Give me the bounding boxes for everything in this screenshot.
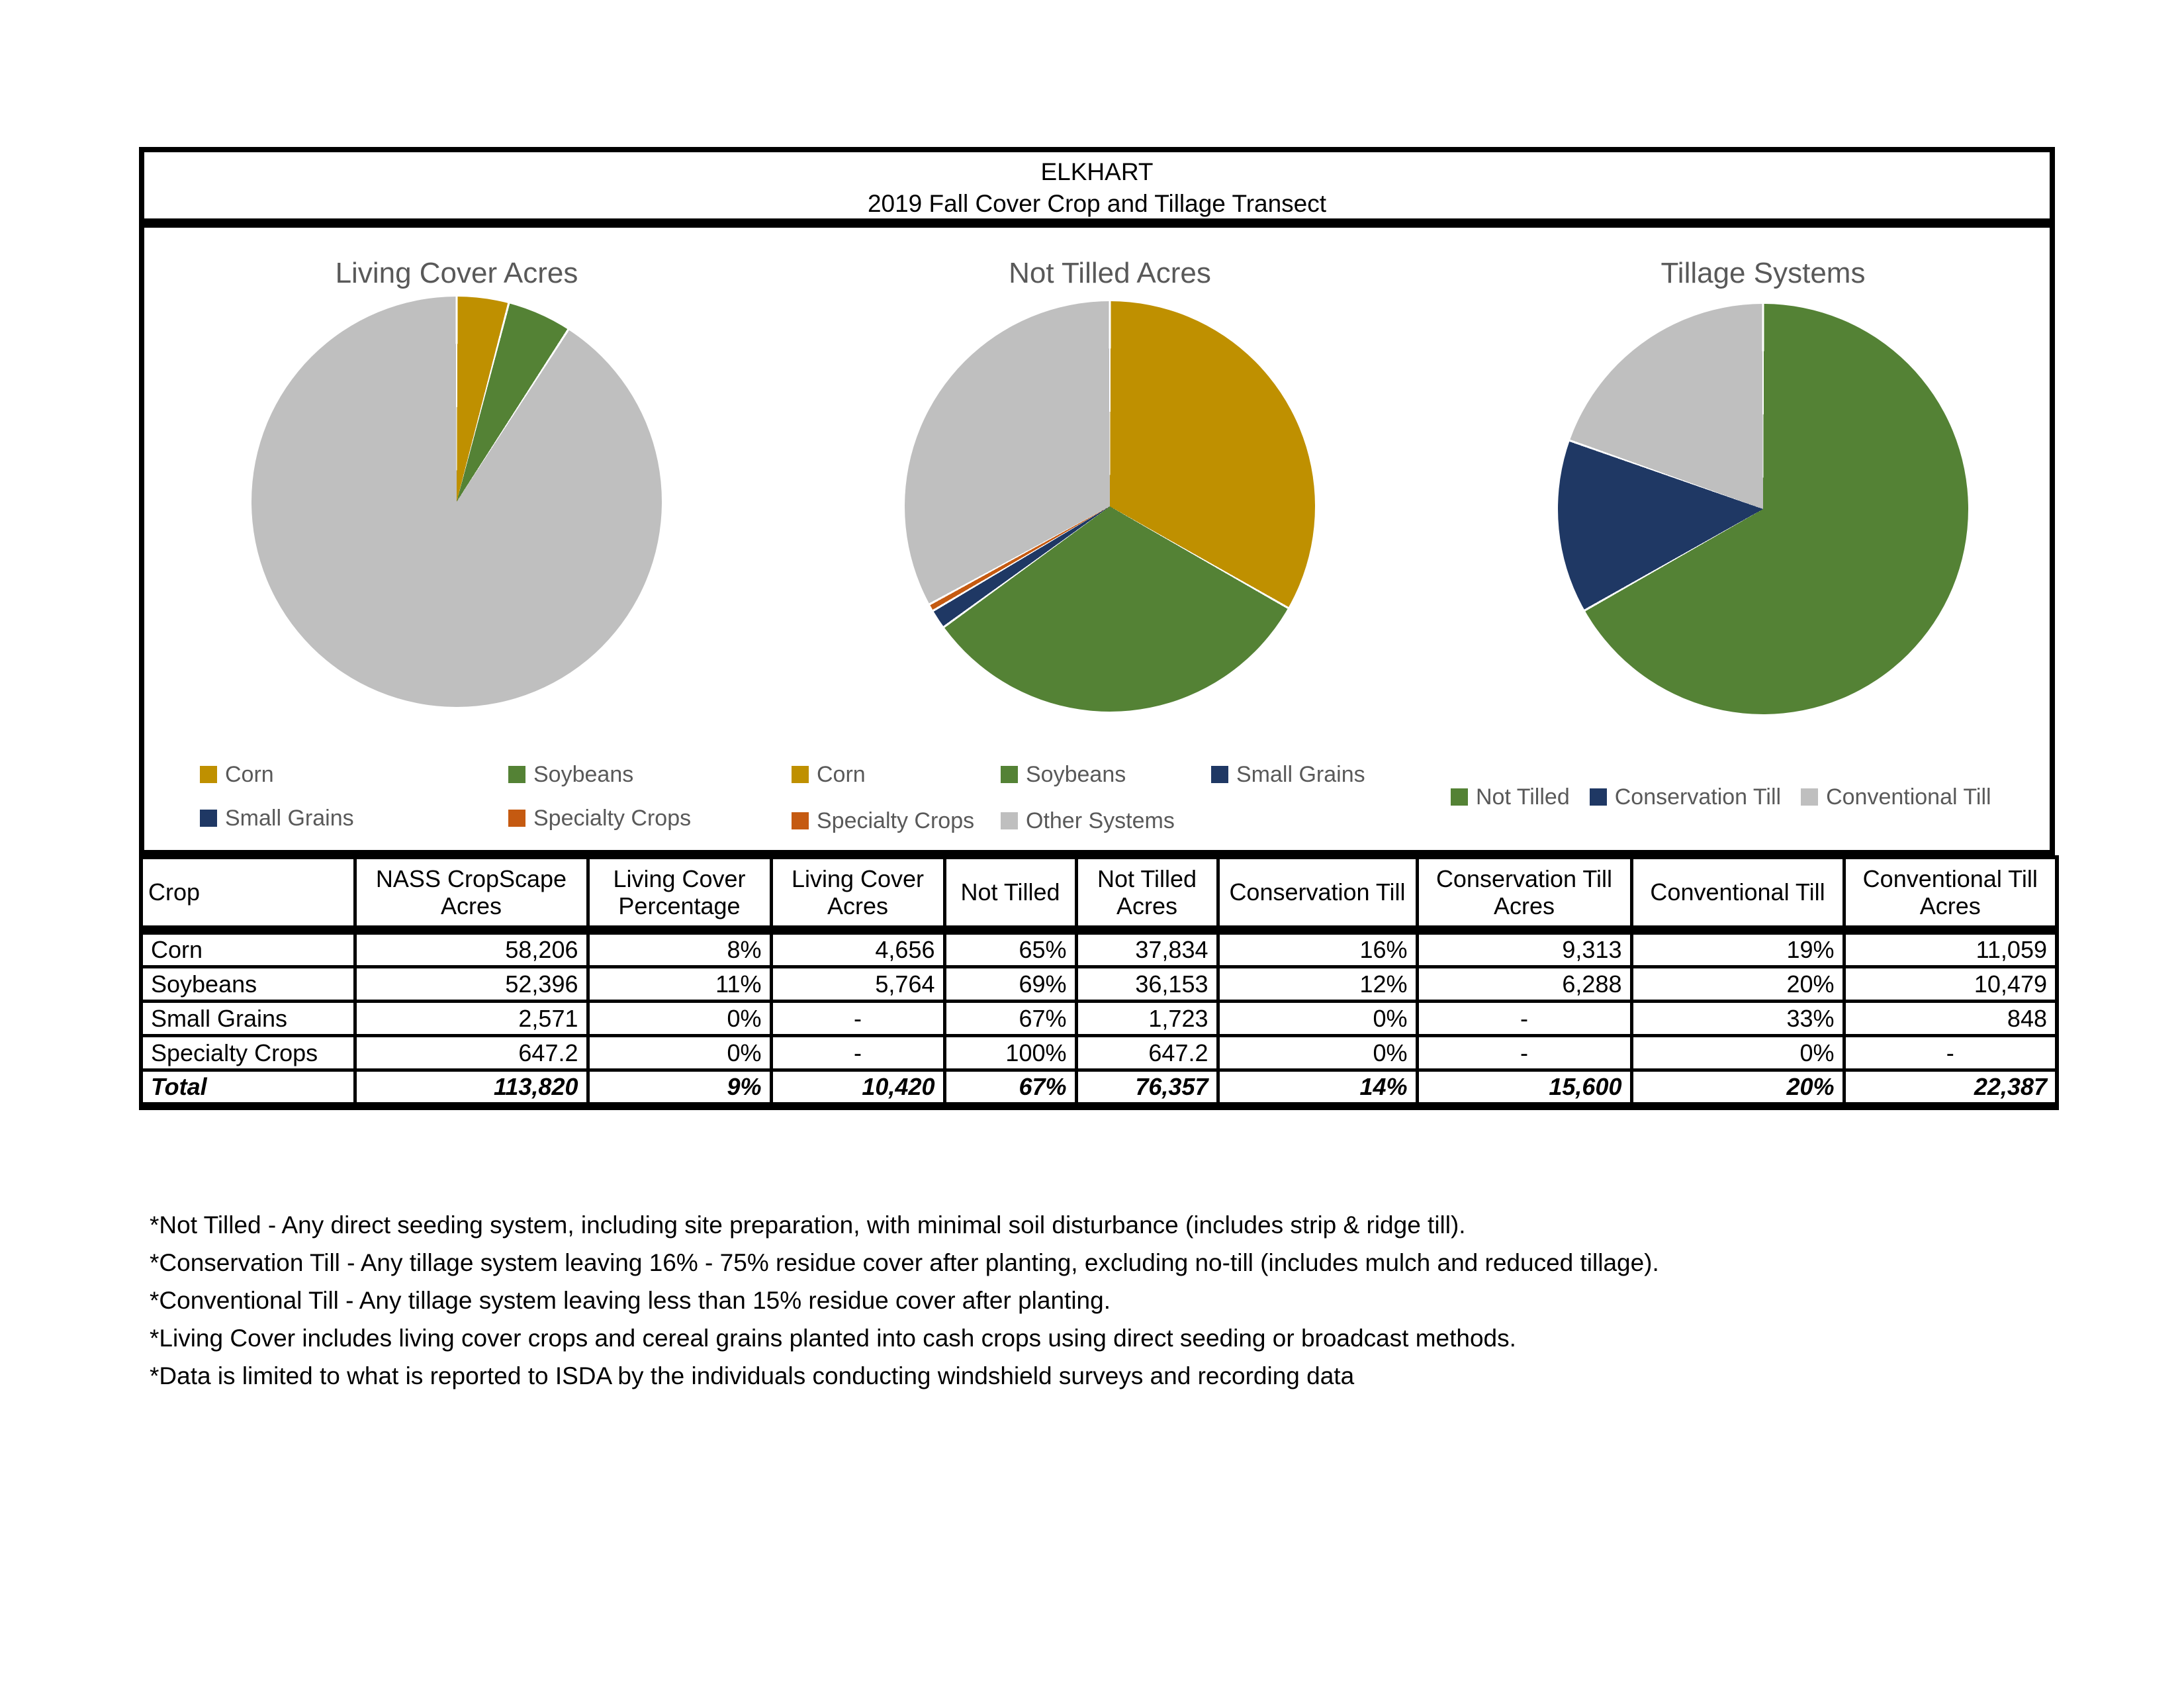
legend-label: Soybeans: [1026, 761, 1126, 787]
table-cell: 9,313: [1417, 930, 1631, 967]
footnote: *Conventional Till - Any tillage system leaving less than 15% residue cover after planting.: [150, 1287, 1111, 1314]
pie-not-tilled-acres: [905, 301, 1315, 712]
legend-label: Specialty Crops: [817, 808, 975, 833]
table-cell: 9%: [588, 1070, 771, 1107]
table-cell: Total: [141, 1070, 355, 1107]
legend-not-tilled-acres: [792, 761, 1436, 834]
legend-color-swatch-icon: [1001, 812, 1018, 829]
table-header-cell: Conventional Till: [1631, 857, 1844, 930]
table-cell: -: [771, 1036, 944, 1070]
table-cell: 76,357: [1076, 1070, 1218, 1107]
table-cell: 37,834: [1076, 930, 1218, 967]
legend-label: Corn: [225, 761, 274, 787]
table-cell: 0%: [1631, 1036, 1844, 1070]
legend-color-swatch-icon: [1211, 766, 1228, 783]
legend-item: [508, 761, 786, 788]
table-row: [141, 1036, 2057, 1070]
table-header-cell: Conservation Till: [1218, 857, 1417, 930]
legend-label: Other Systems: [1026, 808, 1175, 833]
legend-item: [200, 761, 508, 788]
table-cell: 19%: [1631, 930, 1844, 967]
footnote: *Data is limited to what is reported to ISDA by the individuals conducting windshield surveys and recording data: [150, 1362, 1355, 1389]
legend-item: [1001, 761, 1211, 788]
table-cell: 33%: [1631, 1002, 1844, 1036]
legend-color-swatch-icon: [200, 766, 217, 783]
table-cell: 8%: [588, 930, 771, 967]
table-cell: 0%: [1218, 1036, 1417, 1070]
legend-label: Not Tilled: [1476, 784, 1570, 810]
table-cell: 20%: [1631, 1070, 1844, 1107]
table-cell: 58,206: [355, 930, 588, 967]
table-cell: Soybeans: [141, 967, 355, 1002]
legend-item: [1451, 784, 1570, 810]
table-cell: 67%: [944, 1070, 1076, 1107]
title-separator: [139, 218, 2055, 228]
legend-label: Small Grains: [1236, 761, 1365, 787]
table-header-cell: NASS CropScape Acres: [355, 857, 588, 930]
legend-tillage-systems: [1451, 784, 1991, 810]
legend-color-swatch-icon: [1451, 788, 1468, 806]
pie-living-cover-acres: [251, 297, 662, 707]
page-subtitle: 2019 Fall Cover Crop and Tillage Transect: [867, 190, 1327, 217]
table-cell: 0%: [588, 1002, 771, 1036]
table-cell: 16%: [1218, 930, 1417, 967]
chart-title-living-cover-acres: Living Cover Acres: [335, 257, 578, 289]
page-title: ELKHART: [1040, 158, 1154, 185]
table-cell: 10,479: [1844, 967, 2057, 1002]
table-cell: 5,764: [771, 967, 944, 1002]
table-cell: 10,420: [771, 1070, 944, 1107]
table-header-cell: Conventional Till Acres: [1844, 857, 2057, 930]
table-cell: 113,820: [355, 1070, 588, 1107]
table-cell: 2,571: [355, 1002, 588, 1036]
legend-item: [1801, 784, 1991, 810]
legend-label: Corn: [817, 761, 866, 787]
legend-color-swatch-icon: [200, 810, 217, 827]
footnote: *Not Tilled - Any direct seeding system, including site preparation, with minimal soil disturbance (includes strip & ridge till).: [150, 1211, 1466, 1239]
table-cell: 65%: [944, 930, 1076, 967]
table-cell: -: [1417, 1036, 1631, 1070]
table-header-cell: Not Tilled Acres: [1076, 857, 1218, 930]
legend-label: Small Grains: [225, 805, 354, 831]
legend-label: Conservation Till: [1614, 784, 1782, 810]
legend-color-swatch-icon: [792, 766, 809, 783]
legend-item: [508, 805, 786, 831]
legend-color-swatch-icon: [792, 812, 809, 829]
chart-title-not-tilled-acres: Not Tilled Acres: [1009, 257, 1211, 289]
table-row: [141, 1070, 2057, 1107]
legend-label: Conventional Till: [1826, 784, 1991, 810]
table-cell: 848: [1844, 1002, 2057, 1036]
legend-label: Specialty Crops: [533, 805, 692, 831]
legend-item: [1211, 761, 1436, 788]
table-cell: 14%: [1218, 1070, 1417, 1107]
table-cell: 12%: [1218, 967, 1417, 1002]
legend-label: Soybeans: [533, 761, 634, 787]
legend-item: [1590, 784, 1781, 810]
table-cell: 67%: [944, 1002, 1076, 1036]
table-header-cell: Crop: [141, 857, 355, 930]
table-cell: 11,059: [1844, 930, 2057, 967]
table-cell: Small Grains: [141, 1002, 355, 1036]
legend-color-swatch-icon: [1590, 788, 1607, 806]
legend-item: [792, 808, 1001, 834]
legend-item: [792, 761, 1001, 788]
table-cell: 20%: [1631, 967, 1844, 1002]
table-cell: 52,396: [355, 967, 588, 1002]
table-header-cell: Conservation Till Acres: [1417, 857, 1631, 930]
table-cell: -: [1417, 1002, 1631, 1036]
table-cell: 22,387: [1844, 1070, 2057, 1107]
table-row: [141, 1002, 2057, 1036]
table-cell: 4,656: [771, 930, 944, 967]
table-cell: Corn: [141, 930, 355, 967]
table-cell: 69%: [944, 967, 1076, 1002]
table-cell: 647.2: [1076, 1036, 1218, 1070]
table-header-cell: Living Cover Acres: [771, 857, 944, 930]
chart-title-tillage-systems: Tillage Systems: [1661, 257, 1866, 289]
footnotes-block: [150, 1206, 2095, 1395]
table-header-row: [141, 857, 2057, 930]
table-cell: 100%: [944, 1036, 1076, 1070]
transect-table: [139, 855, 2059, 1110]
table-cell: 11%: [588, 967, 771, 1002]
legend-color-swatch-icon: [1801, 788, 1818, 806]
table-row: [141, 967, 2057, 1002]
legend-living-cover-acres: [200, 761, 786, 831]
table-cell: 0%: [588, 1036, 771, 1070]
table-cell: 1,723: [1076, 1002, 1218, 1036]
table-header-cell: Not Tilled: [944, 857, 1076, 930]
legend-color-swatch-icon: [1001, 766, 1018, 783]
table-cell: 36,153: [1076, 967, 1218, 1002]
table-cell: 647.2: [355, 1036, 588, 1070]
table-cell: 0%: [1218, 1002, 1417, 1036]
table-header-cell: Living Cover Percentage: [588, 857, 771, 930]
table-cell: 6,288: [1417, 967, 1631, 1002]
footnote: *Living Cover includes living cover crops and cereal grains planted into cash crops using direct seeding or broadcast methods.: [150, 1325, 1516, 1352]
legend-color-swatch-icon: [508, 766, 525, 783]
table-cell: Specialty Crops: [141, 1036, 355, 1070]
table-cell: -: [1844, 1036, 2057, 1070]
footnote: *Conservation Till - Any tillage system leaving 16% - 75% residue cover after planting, excluding no-till (includes mulch and reduced tillage).: [150, 1249, 1659, 1276]
table-cell: 15,600: [1417, 1070, 1631, 1107]
table-row: [141, 930, 2057, 967]
legend-item: [1001, 808, 1211, 834]
legend-color-swatch-icon: [508, 810, 525, 827]
table-cell: -: [771, 1002, 944, 1036]
pie-tillage-systems: [1558, 304, 1968, 714]
legend-item: [200, 805, 508, 831]
